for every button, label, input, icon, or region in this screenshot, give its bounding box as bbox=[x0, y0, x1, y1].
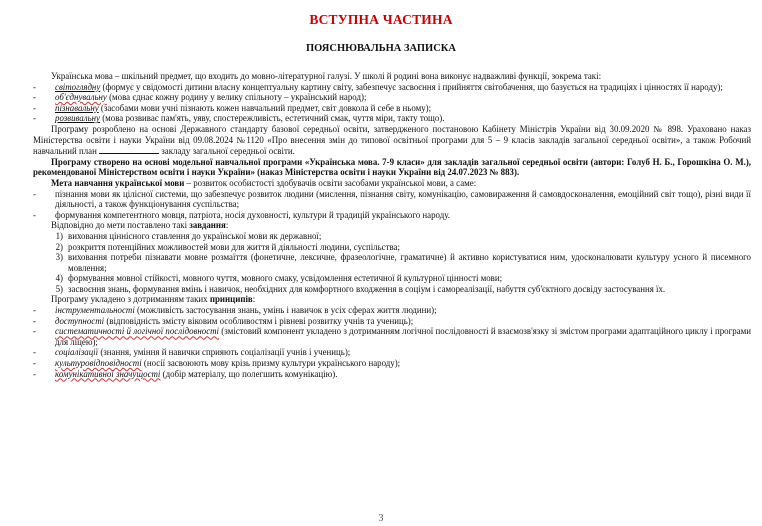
list-item: - пізнання мови як цілісної системи, що забезпечує розвиток людини (мислення, пізнання світу, комунікацію, самовираження й самовдосконалення, емоційний світ тощо), різні види її діяльності, а також функціонування суспільства; bbox=[33, 188, 751, 210]
principle-term: інструментальності bbox=[55, 305, 135, 316]
list-item: - інструментальності (можливість застосування знань, умінь і навичок в усіх сферах життя людини); bbox=[33, 305, 437, 316]
principle-term: систематичності й логічної послідовності bbox=[55, 326, 220, 337]
list-item: - систематичності й логічної послідовності (змістовий компонент укладено з дотриманням логічної послідовності й взаємозв'язку зі змістом програми адаптаційного циклу і програми для ліцею); bbox=[33, 326, 751, 347]
principle-term: соціалізації bbox=[55, 347, 99, 358]
function-text: (формує у свідомості дитини власну концептуальну картину світу, забезпечує засвоєння і прийняття світобачення, що базується на традиціях і цінностях її народу); bbox=[100, 81, 723, 92]
tasks-list bbox=[33, 231, 751, 295]
blank-line bbox=[99, 145, 159, 154]
function-term: пізнавальну bbox=[55, 102, 99, 113]
list-item: - об'єднувальну (мова єднає кожну родину у велику спільноту – український народ); bbox=[33, 92, 367, 103]
list-item: - розвивальну (мова розвиває пам'ять, уяву, спостережливість, естетичний смак, чуття міри, такту тощо). bbox=[33, 113, 445, 124]
function-term: об'єднувальну bbox=[55, 92, 107, 103]
list-item: - пізнавальну (засобами мови учні пізнають кожен навчальний предмет, світ довкола й себе в ньому); bbox=[33, 102, 432, 113]
principles-intro: Програму укладено з дотриманням таких принципів: bbox=[51, 294, 256, 305]
list-item: 2) розкриття потенційних можливостей мови для життя й діяльності людини, суспільства; bbox=[55, 241, 400, 252]
function-term: розвивальну bbox=[55, 113, 100, 124]
function-text: (мова розвиває пам'ять, уяву, спостережливість, естетичний смак, чуття міри, такту тощо). bbox=[100, 113, 445, 124]
function-text: (засобами мови учні пізнають кожен навчальний предмет, світ довкола й себе в ньому); bbox=[98, 102, 432, 113]
section-subtitle: ПОЯСНЮВАЛЬНА ЗАПИСКА bbox=[305, 43, 456, 54]
goal-label: Мета навчання української мови bbox=[51, 177, 185, 188]
list-item: - культуровідповідності (носії засвоюють мову крізь призму культури українського народу); bbox=[33, 358, 401, 369]
list-item: 3) виховання потреби пізнавати мовне розмаїття (фонетичне, лексичне, фразеологічне, граматичне) й активно користуватися ним, удосконалювати культуру усного й писемного мовлення; bbox=[55, 252, 751, 273]
list-item: 5) засвоєння знань, формування вмінь і навичок, необхідних для комфортного входження в соціум і самореалізації, набуття суб'єктного досвіду застосування їх. bbox=[55, 283, 666, 294]
list-item: - доступності (відповідність змісту віковим особливостям і рівневі розвитку учнів та учениць); bbox=[33, 315, 414, 326]
principle-term: комунікативної значущості bbox=[55, 368, 161, 379]
list-item: 4) формування мовної стійкості, мовного чуття, мовного смаку, усвідомлення естетичної й культурної цінності мови; bbox=[55, 273, 503, 284]
principle-term: доступності bbox=[55, 315, 105, 326]
functions-list bbox=[33, 82, 751, 124]
principles-list bbox=[33, 305, 751, 379]
intro-paragraph: Українська мова – шкільний предмет, що входить до мовно-літературної галузі. У школі й родині вона виконує надважливі функції, зокрема такі: bbox=[51, 71, 602, 81]
principles-word: принципів bbox=[209, 294, 253, 305]
tasks-word: завдання bbox=[189, 220, 226, 231]
section-title: ВСТУПНА ЧАСТИНА bbox=[309, 12, 453, 27]
list-item: - формування компетентного мовця, патріота, носія духовності, культури й традицій українського народу. bbox=[33, 209, 451, 220]
function-text: (мова єднає кожну родину у велику спільноту – український народ); bbox=[106, 92, 367, 103]
principle-term: культуровідповідності bbox=[55, 358, 142, 369]
goals-list bbox=[33, 189, 751, 221]
program-basis-paragraph: Програму розроблено на основі Державного стандарту базової середньої освіти, затвердженого постановою Кабінету Міністрів України від 30.09.2020 № 898. Ураховано наказ Міністерства освіти і науки України від 09.08.2024 №1120 «Про внесення змін до типової освітньої програми для 5 – 9 класів закладів загальної середньої освіти», а також Робочий навчальний план закладу загальної середньої освіти. bbox=[33, 123, 751, 157]
goal-paragraph: Мета навчання української мови – розвиток особистості здобувачів освіти засобами української мови, а саме: bbox=[51, 177, 477, 188]
tasks-intro: Відповідно до мети поставлено такі завдання: bbox=[51, 220, 229, 231]
list-item: - світоглядну (формує у свідомості дитини власну концептуальну картину світу, забезпечує засвоєння і прийняття світобачення, що базується на традиціях і цінностях її народу); bbox=[33, 81, 723, 92]
list-item: 1) виховання ціннісного ставлення до української мови як державної; bbox=[55, 230, 322, 241]
document-body bbox=[33, 71, 751, 379]
page-number: 3 bbox=[378, 513, 384, 524]
list-item: - соціалізації (знання, уміння й навички сприяють соціалізації учнів і учениць); bbox=[33, 347, 351, 358]
list-item: - комунікативної значущості (добір матеріалу, що полегшить комунікацію). bbox=[33, 368, 338, 379]
model-program-paragraph: Програму створено на основі модельної навчальної програми «Українська мова. 7-9 класи» для закладів загальної середньої освіти (автори: Голуб Н. Б., Горошкіна О. М.), рекомендованої Міністерством освіти і науки України» (наказ Міністерства освіти і науки України від 24.07.2023 № 883). bbox=[33, 156, 751, 178]
function-term: світоглядну bbox=[55, 81, 101, 92]
